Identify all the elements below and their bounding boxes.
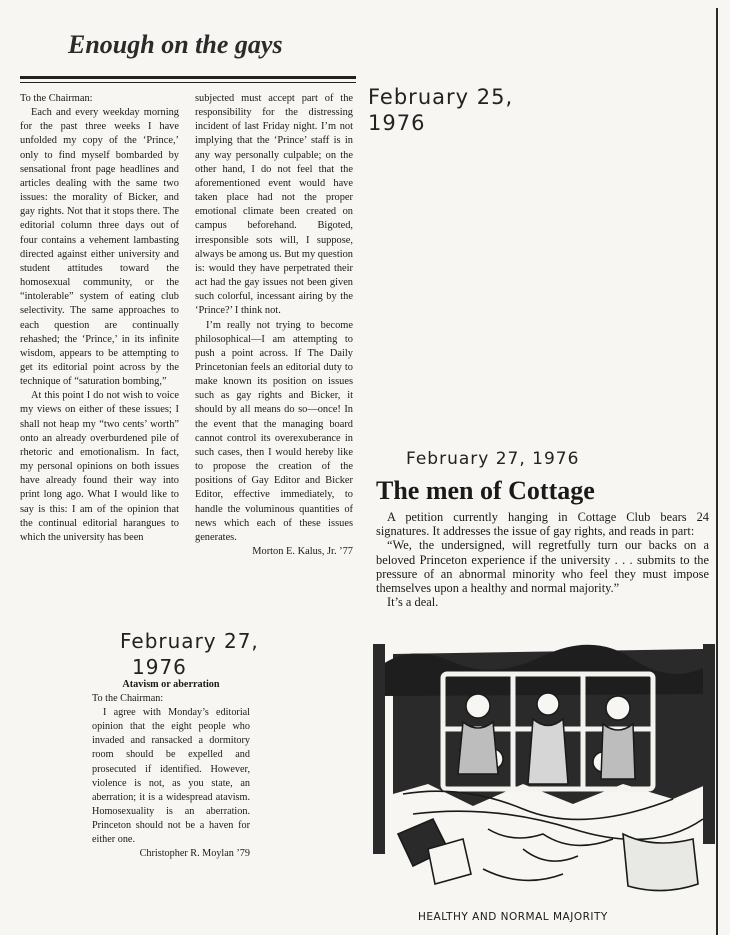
letter1-paragraph-3: I’m really not trying to become philosophical—I am attempting to push a point across. If The Daily Princetonian feels an editorial duty to make known its position on issues such as gay rights and Bicker, it should by all means do so—once! In the event that the managing board cannot control its overexuberance in such cases, then I would hereby like to propose the creation of the positions of Gay Editor and Bicker Editor, effective immediately, to handle the voluminous quantities of news which each of these issues generates. [195,319,353,543]
cartoon-figures [458,693,635,784]
page-edge-line [716,8,718,935]
letter1-signature: Morton E. Kalus, Jr. ’77 [252,546,353,557]
letter1-paragraph-1: Each and every weekday morning for the past three weeks I have unfolded my copy of the ‘Prince,’ only to find myself bombarded by sensational front page headlines and articles dealing with the same two issues: the morality of Bicker, and gay rights. Not that it stops there. The editorial column three days out of four contains a vehement lambasting directed against either university and student attitudes toward the homosexual community, or the “intolerable” system of eating club selectivity. The same approaches to each question are continually rehashed; the ‘Prince,’ in its infinite wisdom, appears to be attempting to get its editorial point across by the technique of “saturation bombing,” [20,107,179,388]
letter1-column-1 [20,92,179,545]
handwritten-date-feb-27-letter [120,628,280,680]
handwritten-date-feb-27-cottage: February 27, 1976 [406,449,580,469]
cottage-headline: The men of Cottage [376,476,595,505]
headline-rule-thick [20,76,356,79]
letter2-signature: Christopher R. Moylan ’79 [139,848,250,860]
cottage-paragraph-2: “We, the undersigned, will regretfully turn our backs on a beloved Princeton experience if the university . . . submits to the pressure of an abnormal minority who feel they must impose themselves upon a healthy and normal majority.” [376,538,709,596]
cartoon-illustration [373,634,715,926]
letter2-body: I agree with Monday’s editorial opinion that the eight people who invaded and ransacked a dormitory room should be expelled and prosecuted if identified. However, violence is not, as you state, an aberration; it is a widespread atavism. Homosexuality is an aberration. Princeton should not be a haven for either one. [92,707,250,846]
letter2 [92,678,250,861]
letter2-heading: Atavism or aberration [122,679,220,690]
letter1-column-2 [195,92,353,559]
cottage-paragraph-3: It’s a deal. [387,595,439,610]
handwritten-date-feb-25 [368,84,528,136]
headline-rule-thin [20,82,356,83]
cottage-body [376,510,709,609]
letter1-paragraph-2-cont: subjected must accept part of the responsibility for the distressing incident of last Friday night. I’m not implying that the ‘Prince’ staff is in any way personally culpable; on the other hand, I do not feel that the aforementioned event would have taken place had not the proper emotional climate been created on campus beforehand. Bigoted, irresponsible sots will, I suppose, always be among us. But my question is: would they have perpetrated their act had the gay issues not been given such colorful, incessant airing by the ‘Prince?’ I think not. [195,93,353,317]
letter1-salutation: To the Chairman: [20,93,93,104]
handwritten-date-feb-25-line2: 1976 [368,111,426,135]
letter1-paragraph-2: At this point I do not wish to voice my views on either of these issues; I shall not heap my “two cents’ worth” onto an already overburdened pile of rhetoric and emotionalism. In fact, my personal opinions on both issues have already found their way into print long ago. What I would like to say is this: I am of the opinion that the continual editorial harangues to which the university has been [20,390,179,543]
handwritten-date-feb-27-line1: February 27, [120,629,259,653]
handwritten-date-feb-25-line1: February 25, [368,85,514,109]
cottage-paragraph-1: A petition currently hanging in Cottage Club bears 24 signatures. It addresses the issue of gay rights, and reads in part: [376,510,709,539]
handwritten-date-feb-27-line2: 1976 [132,655,187,679]
headline-enough-on-the-gays: Enough on the gays [68,30,283,59]
letter2-salutation: To the Chairman: [92,693,164,705]
cartoon-caption: HEALTHY AND NORMAL MAJORITY [418,911,608,923]
